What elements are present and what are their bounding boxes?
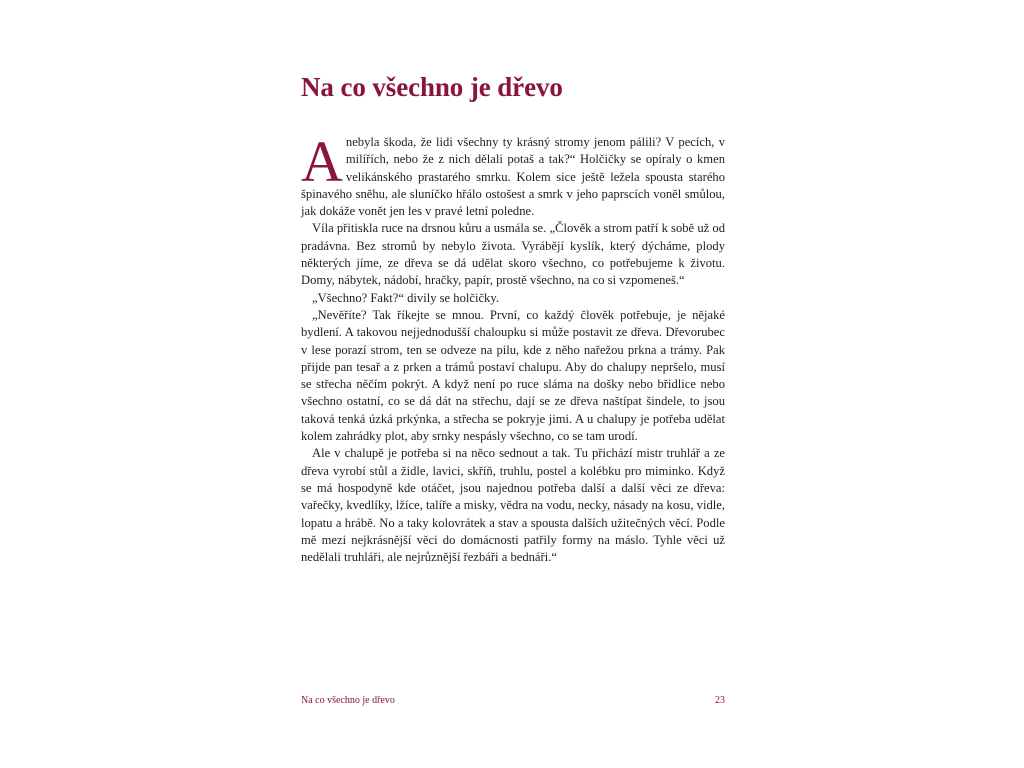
- drop-cap-letter: A: [301, 129, 343, 194]
- running-footer-title: Na co všechno je dřevo: [301, 695, 395, 706]
- paragraph-3: „Všechno? Fakt?“ divily se holčičky.: [312, 290, 499, 305]
- book-page: [301, 68, 725, 718]
- chapter-title: Na co všechno je dřevo: [301, 72, 563, 102]
- page-number: 23: [715, 695, 725, 706]
- paragraph-5: Ale v chalupě je potřeba si na něco sednout a tak. Tu přichází mistr truhlář a ze dřeva vyrobí stůl a židle, lavici, skříň, truhlu, postel a kolébku pro miminko. Když se má hospodyně kde otáčet, jsou najednou potřeba další a další věci ze dřeva: vařečky, kvedlíky, lžíce, talíře a misky, vědra na vodu, necky, násady na kosu, vidle, lopatu a hrábě. No a taky kolovrátek a stav a spousta dalších užitečných věcí. Podle mě mezi nejkrásnější věci do domácnosti patřily formy na máslo. Tyhle věci už nedělali truhláři, ale nejrůznější řezbáři a bednáři.“: [301, 446, 725, 565]
- paragraph-2: Víla přitiskla ruce na drsnou kůru a usmála se. „Člověk a strom patří k sobě už od pradávna. Bez stromů by nebylo života. Vyrábějí kyslík, který dýcháme, plody některých jíme, ze dřeva se dá udělat skoro všechno, co potřebujeme k životu. Domy, nábytek, nádobí, hračky, papír, prostě všechno, na co si vzpomeneš.“: [301, 221, 725, 288]
- chapter-text: [301, 129, 725, 566]
- paragraph-1: [301, 129, 725, 220]
- paragraph-4: „Nevěříte? Tak říkejte se mnou. První, co každý člověk potřebuje, je nějaké bydlení. A takovou nejjednodušší chaloupku si může postavit ze dřeva. Dřevorubec v lese porazí strom, ten se odveze na pilu, kde z něho nařežou prkna a trámy. Pak přijde pan tesař a z prken a trámů postaví chalupu. Aby do chalupy nepršelo, musí se střecha něčím pokrýt. A když není po ruce sláma na došky nebo břidlice nebo všechno ostatní, co se dá dát na střechu, dají se ze dřeva naštípat šindele, to jsou taková tenká úzká prkýnka, a střecha se pokryje jimi. A u chalupy je potřeba udělat kolem zahrádky plot, aby srnky nespásly všechno, co se tam urodí.: [301, 307, 725, 444]
- paragraph-1-text: nebyla škoda, že lidi všechny ty krásný stromy jenom pálili? V pecích, v milířích, nebo že z nich dělali potaš a tak?“ Holčičky se opíraly o kmen velikánského prastarého smrku. Kolem sice ještě ležela spousta starého špinavého sněhu, ale sluníčko hřálo ostošest a smrk v jeho paprscích voněl smůlou, jak dokáže vonět jen les v pravé letní poledne.: [301, 135, 725, 219]
